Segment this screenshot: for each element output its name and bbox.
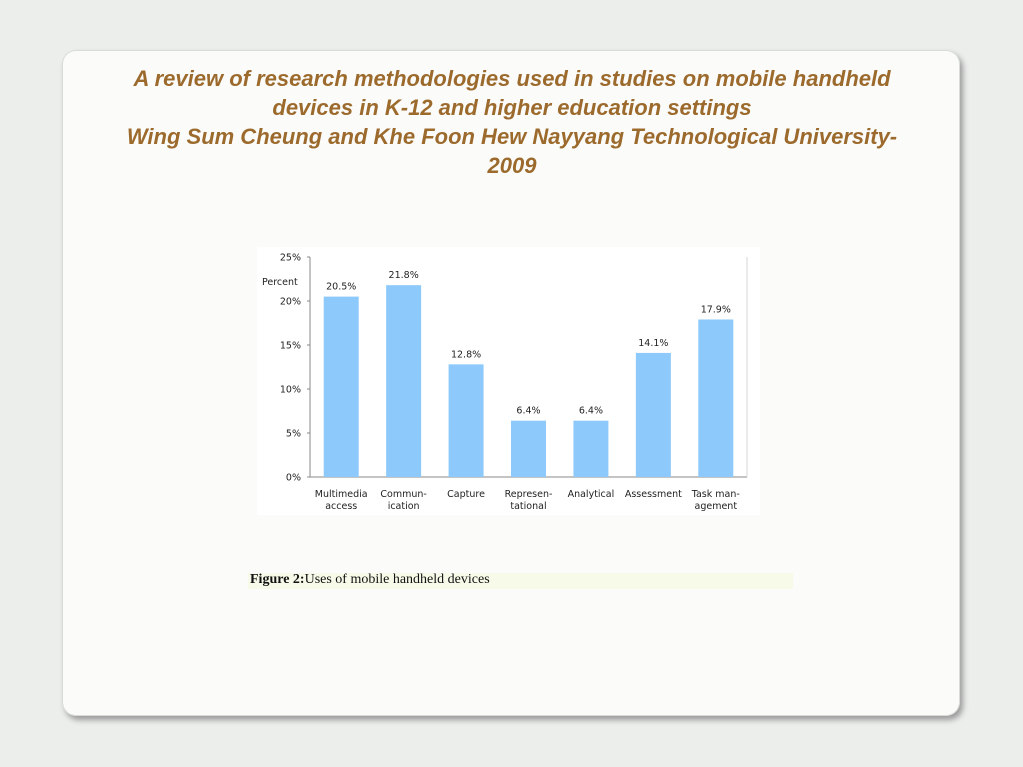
y-tick-label: 5% [285,428,301,440]
bar [324,297,359,477]
x-tick-label: Analytical [567,489,615,500]
x-tick-label: Represen- [504,489,553,500]
bar [698,319,733,477]
y-tick-label: 15% [279,340,301,352]
data-label: 20.5% [326,281,357,293]
y-axis-label: Percent [262,277,298,288]
figure-caption [250,572,490,590]
y-tick-label: 20% [279,296,301,308]
caption-text: Uses of mobile handheld devices [304,572,490,587]
bar [573,421,608,477]
title-line-3: Wing Sum Cheung and Khe Foon Hew Nayyang Technological University- [126,124,898,149]
bar-chart [257,247,760,515]
title-line-2: devices in K-12 and higher education settings [272,95,752,120]
data-label: 6.4% [516,405,541,417]
y-tick-label: 0% [285,472,301,484]
bar [386,285,421,477]
bar [511,421,546,477]
x-tick-label: access [325,501,358,512]
chart-container [257,247,760,515]
data-label: 21.8% [388,270,419,282]
x-tick-label: Task man- [691,489,740,500]
x-tick-label: tational [510,501,547,512]
y-tick-label: 25% [279,252,301,264]
y-tick-label: 10% [279,384,301,396]
bar [449,364,484,477]
title-line-4: 2009 [487,153,537,178]
caption-label: Figure 2: [250,572,305,587]
x-tick-label: Assessment [624,489,682,500]
x-tick-label: agement [694,501,738,512]
data-label: 6.4% [578,405,603,417]
data-label: 14.1% [638,337,669,349]
data-label: 17.9% [700,304,731,316]
slide-title [62,64,962,180]
title-line-1: A review of research methodologies used in studies on mobile handheld [133,66,891,91]
x-tick-label: Capture [447,489,485,500]
x-tick-label: ication [387,501,420,512]
bar [636,353,671,477]
data-label: 12.8% [450,349,482,361]
x-tick-label: Multimedia [314,489,368,500]
x-tick-label: Commun- [380,489,427,500]
